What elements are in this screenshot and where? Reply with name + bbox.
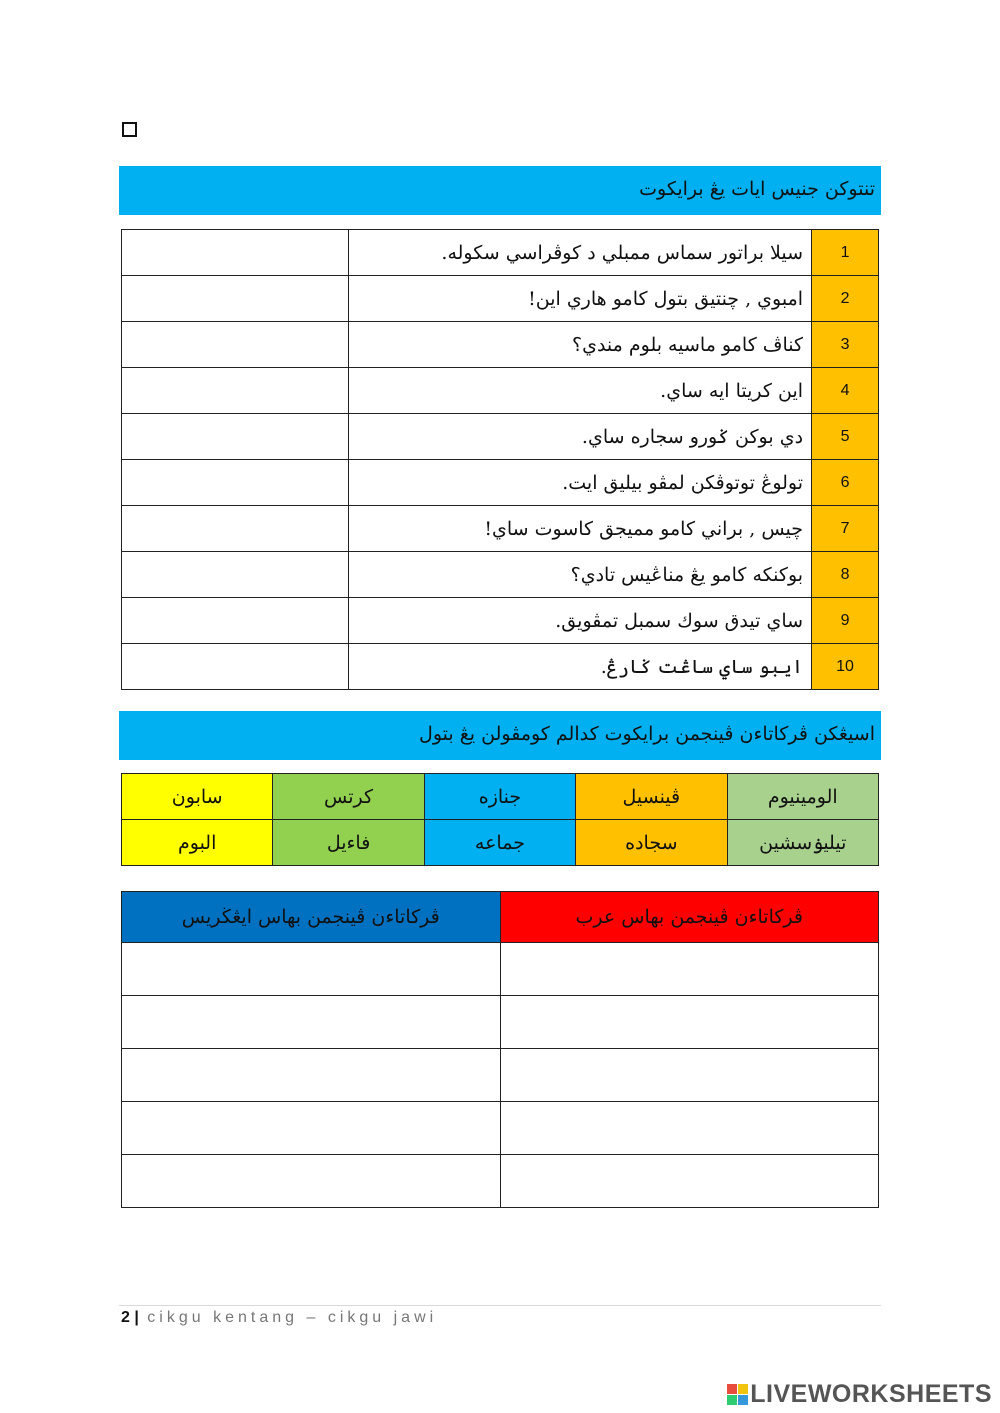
footer-separator: | xyxy=(134,1309,139,1326)
sorting-table xyxy=(121,891,879,1208)
word-sort-title: اسيڠكن ڤركاتاءن ڤينجمن برايكوت كدالم كومڤولن يڠ بتول xyxy=(419,723,875,745)
sentence-row xyxy=(122,644,879,690)
sentence-text: بوكنكه كامو يڠ مناڠيس تادي؟ xyxy=(348,552,811,598)
drop-zone-english[interactable] xyxy=(122,1155,501,1208)
drop-zone-arabic[interactable] xyxy=(500,1102,879,1155)
answer-field[interactable] xyxy=(122,322,349,368)
row-number: 6 xyxy=(812,460,879,506)
footer-text: cikgu kentang – cikgu jawi xyxy=(147,1309,438,1326)
page-footer xyxy=(121,1309,437,1327)
row-number: 10 xyxy=(812,644,879,690)
sentence-row xyxy=(122,414,879,460)
answer-field[interactable] xyxy=(122,552,349,598)
row-number: 2 xyxy=(812,276,879,322)
drop-zone-english[interactable] xyxy=(122,1049,501,1102)
page-number: 2 xyxy=(121,1309,130,1326)
sentence-text: ساي تيدق سوك سمبل تمڤويق. xyxy=(348,598,811,644)
sentence-row xyxy=(122,230,879,276)
word-tile[interactable]: الومينيوم xyxy=(727,774,878,820)
answer-field[interactable] xyxy=(122,460,349,506)
sentence-row xyxy=(122,552,879,598)
footer-divider xyxy=(119,1305,881,1306)
row-number: 3 xyxy=(812,322,879,368)
sentence-row xyxy=(122,276,879,322)
sentence-table xyxy=(121,229,879,690)
liveworksheets-brand xyxy=(727,1380,992,1408)
row-number: 8 xyxy=(812,552,879,598)
answer-field[interactable] xyxy=(122,414,349,460)
sentence-text: سيلا براتور سماس ممبلي د كوڤراسي سكوله. xyxy=(348,230,811,276)
answer-field[interactable] xyxy=(122,506,349,552)
word-bank-table xyxy=(121,773,879,866)
sentence-text: تولوڠ توتوڤكن لمڤو بيليق ايت. xyxy=(348,460,811,506)
word-tile[interactable]: سجاده xyxy=(576,820,727,866)
checkbox[interactable] xyxy=(122,122,137,137)
arabic-loanwords-header: ڤركاتاءن ڤينجمن بهاس عرب xyxy=(500,892,879,943)
word-tile[interactable]: جماعه xyxy=(424,820,575,866)
word-tile[interactable]: سابون xyxy=(122,774,273,820)
section-title: تنتوكن جنيس ايات يڠ برايكوت xyxy=(639,178,875,200)
word-tile[interactable]: كرتس xyxy=(273,774,424,820)
section-title-banner xyxy=(119,166,881,215)
drop-zone-arabic[interactable] xyxy=(500,1049,879,1102)
drop-zone-english[interactable] xyxy=(122,996,501,1049)
answer-field[interactable] xyxy=(122,598,349,644)
sentence-row xyxy=(122,322,879,368)
drop-zone-english[interactable] xyxy=(122,943,501,996)
sentence-text: چيس , براني كامو مميجق كاسوت ساي! xyxy=(348,506,811,552)
answer-field[interactable] xyxy=(122,276,349,322)
row-number: 4 xyxy=(812,368,879,414)
sentence-row xyxy=(122,506,879,552)
sentence-row xyxy=(122,368,879,414)
word-tile[interactable]: البوم xyxy=(122,820,273,866)
drop-zone-arabic[interactable] xyxy=(500,943,879,996)
sentence-text: كناڤ كامو ماسيه بلوم مندي؟ xyxy=(348,322,811,368)
liveworksheets-logo-icon xyxy=(727,1384,748,1405)
sentence-text: دي بوكن ݢورو سجاره ساي. xyxy=(348,414,811,460)
word-tile[interactable]: فاءيل xyxy=(273,820,424,866)
row-number: 9 xyxy=(812,598,879,644)
sentence-row xyxy=(122,460,879,506)
brand-name: LIVEWORKSHEETS xyxy=(750,1379,992,1408)
row-number: 5 xyxy=(812,414,879,460)
drop-zone-arabic[interactable] xyxy=(500,996,879,1049)
answer-field[interactable] xyxy=(122,230,349,276)
answer-field[interactable] xyxy=(122,644,349,690)
sentence-row xyxy=(122,598,879,644)
english-loanwords-header: ڤركاتاءن ڤينجمن بهاس ايڠڬريس xyxy=(122,892,501,943)
row-number: 7 xyxy=(812,506,879,552)
drop-zone-arabic[interactable] xyxy=(500,1155,879,1208)
word-tile[interactable]: تيليۏسشين xyxy=(727,820,878,866)
sentence-text: ايبو ساي ساڠت ݢارڠ. xyxy=(348,644,811,690)
answer-field[interactable] xyxy=(122,368,349,414)
row-number: 1 xyxy=(812,230,879,276)
word-sort-banner xyxy=(119,711,881,760)
word-tile[interactable]: ڤينسيل xyxy=(576,774,727,820)
sentence-text: اين كريتا ايه ساي. xyxy=(348,368,811,414)
sentence-text: امبوي , چنتيق بتول كامو هاري اين! xyxy=(348,276,811,322)
word-tile[interactable]: جنازه xyxy=(424,774,575,820)
drop-zone-english[interactable] xyxy=(122,1102,501,1155)
